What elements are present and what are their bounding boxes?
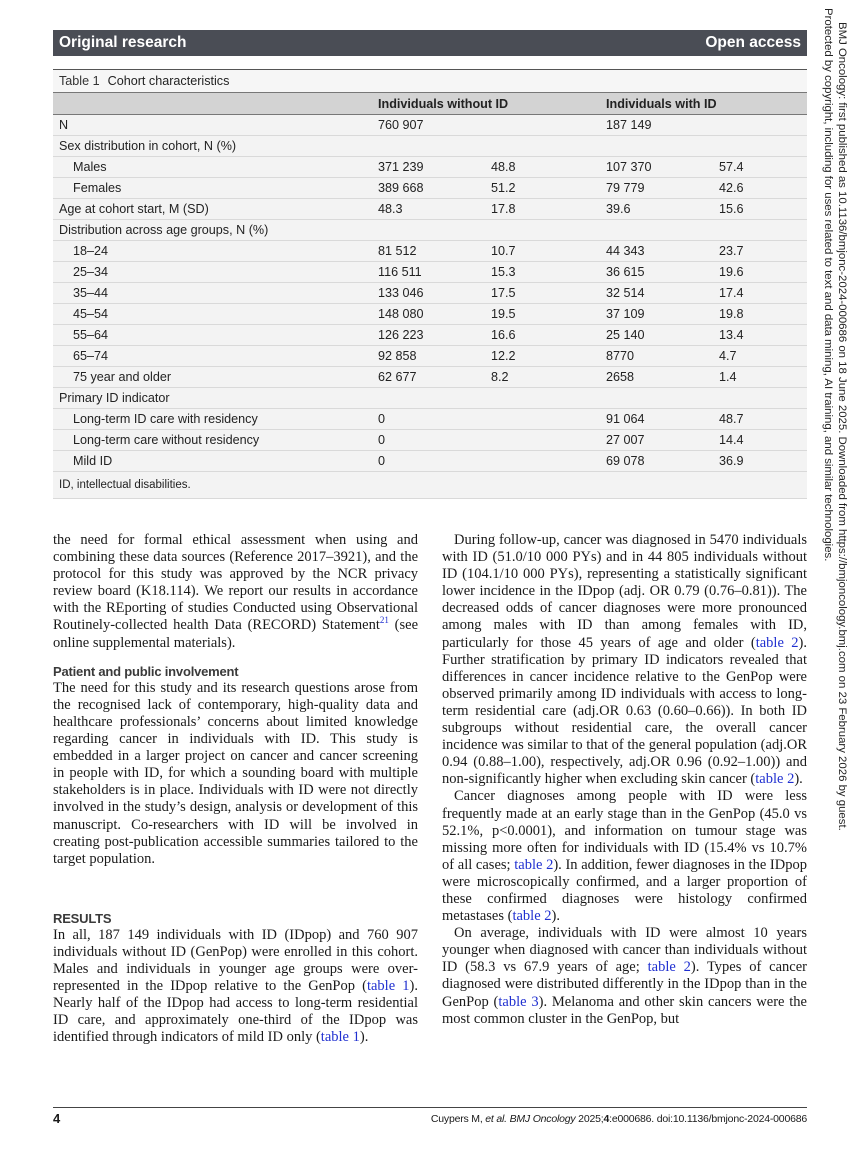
- cell-value: 12.2: [491, 346, 606, 367]
- results-heading: RESULTS: [53, 910, 112, 926]
- cell-value: 760 907: [378, 115, 491, 136]
- open-access-label: Open access: [705, 34, 801, 51]
- header-empty: [53, 93, 378, 115]
- table-title: Cohort characteristics: [107, 74, 230, 88]
- cell-value: 14.4: [719, 430, 807, 451]
- cell-value: 81 512: [378, 241, 491, 262]
- stage-paragraph: [442, 788, 807, 925]
- table-caption: [53, 70, 807, 92]
- cell-value: 27 007: [606, 430, 719, 451]
- left-column: [53, 532, 418, 1047]
- cell-value: 1.4: [719, 367, 807, 388]
- cell-value: 36 615: [606, 262, 719, 283]
- cell-value: 187 149: [606, 115, 719, 136]
- text: ). Further stratification by primary ID indicators revealed that differences in cancer incidence relative to the GenPop were observed primarily among ID individuals with access to long-term residential care (adj.OR 0.63 (0.60–0.66)). In both ID subgroups without residential care, the overall cancer incidence was similar to that of the general population (adj.OR 0.94 (0.88–1.00), respectively, adj.OR 0.96 (0.92–1.00)) and non-significantly higher when excluding skin cancer (: [442, 634, 807, 788]
- header-without-id: Individuals without ID: [378, 93, 606, 115]
- row-label: N: [53, 115, 378, 136]
- row-label: Males: [53, 157, 378, 178]
- text: ). Nearly half of the IDpop had access to long-term residential ID care, and approximately one-third of the IDpop was identified through indicators of mild ID only (: [53, 978, 418, 1046]
- text: Cancer diagnoses among people with ID were less frequently made at an early stage than in the GenPop (45.0 vs 52.1%, p<0.0001), and information on tumour stage was missing more often for individuals with ID (15.4% vs 10.7% of all cases;: [442, 788, 807, 873]
- results-paragraph: [53, 927, 418, 1047]
- row-label: 25–34: [53, 262, 378, 283]
- table-row: [53, 451, 807, 472]
- cell-value: 92 858: [378, 346, 491, 367]
- cell-value: 16.6: [491, 325, 606, 346]
- cell-value: [606, 220, 719, 241]
- row-label: 45–54: [53, 304, 378, 325]
- cell-value: 148 080: [378, 304, 491, 325]
- text: :e000686. doi:10.1136/bmjonc-2024-000686: [609, 1112, 807, 1125]
- row-label: Age at cohort start, M (SD): [53, 199, 378, 220]
- cell-value: 107 370: [606, 157, 719, 178]
- table-row: [53, 136, 807, 157]
- table-number: Table 1: [59, 74, 100, 88]
- cell-value: 8.2: [491, 367, 606, 388]
- cell-value: 48.3: [378, 199, 491, 220]
- table-row: [53, 220, 807, 241]
- side-line-2: Protected by copyright, including for uses related to text and data mining, AI training, and similar technologies.: [822, 8, 834, 562]
- ppi-heading: Patient and public involvement: [53, 663, 239, 679]
- table-row: [53, 367, 807, 388]
- cell-value: 69 078: [606, 451, 719, 472]
- cell-value: 17.8: [491, 199, 606, 220]
- cell-value: 39.6: [606, 199, 719, 220]
- cell-value: [606, 388, 719, 409]
- table-row: [53, 283, 807, 304]
- table-row: [53, 325, 807, 346]
- cell-value: [491, 451, 606, 472]
- table-row: [53, 178, 807, 199]
- row-label: Long-term ID care with residency: [53, 409, 378, 430]
- table-row: [53, 262, 807, 283]
- side-copyright-notice: [821, 8, 849, 831]
- table-row: [53, 241, 807, 262]
- cell-value: 42.6: [719, 178, 807, 199]
- cell-value: 91 064: [606, 409, 719, 430]
- row-label: Distribution across age groups, N (%): [53, 220, 378, 241]
- row-label: 65–74: [53, 346, 378, 367]
- cell-value: 4.7: [719, 346, 807, 367]
- cell-value: 8770: [606, 346, 719, 367]
- cell-value: 0: [378, 451, 491, 472]
- cell-value: 389 668: [378, 178, 491, 199]
- table-row: [53, 409, 807, 430]
- right-column: [442, 532, 807, 1028]
- row-label: Sex distribution in cohort, N (%): [53, 136, 378, 157]
- text: ).: [359, 1029, 369, 1046]
- cell-value: 23.7: [719, 241, 807, 262]
- cell-value: 126 223: [378, 325, 491, 346]
- table-row: [53, 199, 807, 220]
- text: et al. BMJ Oncology: [485, 1112, 576, 1125]
- page-number: 4: [53, 1111, 61, 1126]
- text: In all, 187 149 individuals with ID (IDpop) and 760 907 individuals without ID (GenPop) were enrolled in this cohort. Males and individuals in younger age groups were over-represented in the IDpop relative to the GenPop (: [53, 926, 418, 995]
- text: Cuypers M,: [430, 1112, 486, 1125]
- table-2-link[interactable]: table 2: [755, 634, 799, 651]
- cell-value: 44 343: [606, 241, 719, 262]
- cell-value: 32 514: [606, 283, 719, 304]
- cell-value: [491, 430, 606, 451]
- cell-value: 48.8: [491, 157, 606, 178]
- cell-value: [719, 388, 807, 409]
- row-label: 18–24: [53, 241, 378, 262]
- table-header-row: [53, 93, 807, 115]
- cell-value: 48.7: [719, 409, 807, 430]
- journal-banner: [53, 30, 807, 56]
- table-footnote: ID, intellectual disabilities.: [53, 472, 807, 499]
- cell-value: [606, 136, 719, 157]
- cell-value: 116 511: [378, 262, 491, 283]
- cell-value: [378, 388, 491, 409]
- table-row: [53, 346, 807, 367]
- cell-value: 13.4: [719, 325, 807, 346]
- cell-value: 51.2: [491, 178, 606, 199]
- table-3-link[interactable]: table 3: [498, 993, 539, 1010]
- cell-value: [491, 409, 606, 430]
- row-label: Females: [53, 178, 378, 199]
- cell-value: 10.7: [491, 241, 606, 262]
- table-row: [53, 388, 807, 409]
- cell-value: 2658: [606, 367, 719, 388]
- cell-value: 79 779: [606, 178, 719, 199]
- cell-value: 19.8: [719, 304, 807, 325]
- cell-value: 371 239: [378, 157, 491, 178]
- table-row: [53, 430, 807, 451]
- cell-value: 0: [378, 409, 491, 430]
- cell-value: 36.9: [719, 451, 807, 472]
- cell-value: [719, 115, 807, 136]
- cell-value: 25 140: [606, 325, 719, 346]
- cell-value: 133 046: [378, 283, 491, 304]
- section-label: Original research: [59, 34, 187, 51]
- cell-value: [491, 220, 606, 241]
- table-2-link[interactable]: table 2: [512, 908, 552, 925]
- cell-value: 15.6: [719, 199, 807, 220]
- table-1-link[interactable]: table 1: [320, 1029, 360, 1046]
- side-line-1: BMJ Oncology: first published as 10.1136/bmjonc-2024-000686 on 18 June 2025. Downloaded from https://bmjoncology.bmj.com on 23 February 2026 by guest.: [836, 22, 848, 831]
- row-label: 55–64: [53, 325, 378, 346]
- cell-value: [719, 136, 807, 157]
- text: ). In addition, fewer diagnoses in the IDpop were microscopically confirmed, and a larger proportion of these confirmed diagnoses were histology confirmed metastases (: [442, 856, 807, 925]
- cell-value: 19.5: [491, 304, 606, 325]
- cell-value: 0: [378, 430, 491, 451]
- row-label: Mild ID: [53, 451, 378, 472]
- cell-value: [491, 388, 606, 409]
- table-grid: [53, 92, 807, 472]
- text: During follow-up, cancer was diagnosed in 5470 individuals with ID (51.0/10 000 PYs) and in 44 805 individuals without ID (104.1/10 000 PYs), representing a statistically significant lower incidence in the IDpop (adj. OR 0.79 (0.76–0.81)). The decreased odds of cancer diagnoses were more pronounced among males with ID than among females with ID, particularly for those 45 years of age and older (: [442, 532, 807, 651]
- table-2-link[interactable]: table 2: [514, 856, 554, 873]
- row-label: Primary ID indicator: [53, 388, 378, 409]
- text: ). Types of cancer diagnosed were distributed differently in the IDpop than in the GenPop (: [442, 959, 807, 1010]
- cell-value: [491, 115, 606, 136]
- text: the need for formal ethical assessment when using and combining these data sources (Reference 2017–3921), and the protocol for this study was approved by the NCR privacy review board (K18.114). We report our results in accordance with the REporting of studies Conducted using Observational Routinely-collected health Data (RECORD) Statement: [53, 532, 418, 634]
- cell-value: 37 109: [606, 304, 719, 325]
- cell-value: [378, 136, 491, 157]
- text: ).: [551, 908, 560, 925]
- ppi-paragraph: The need for this study and its research questions arose from the recognised lack of contemporary, high-quality data and healthcare professionals’ concerns about limited knowledge regarding cancer in individuals with ID. This study is embedded in a larger project on cancer and cancer screening in people with ID, for which a sounding board with multiple stakeholders is in place. Individuals with ID were not directly involved in the study’s design, analysis or development of this manuscript. Co-researchers with ID will be involved in creating post-publication accessible summaries tailored to the target population.: [53, 679, 418, 867]
- reference-link[interactable]: 21: [379, 615, 389, 626]
- table-2-link[interactable]: table 2: [647, 959, 691, 976]
- text: (see online supplemental materials).: [53, 617, 419, 651]
- cell-value: 57.4: [719, 157, 807, 178]
- cell-value: 17.4: [719, 283, 807, 304]
- row-label: Long-term care without residency: [53, 430, 378, 451]
- page-footer: [53, 1107, 807, 1126]
- table-row: [53, 157, 807, 178]
- cohort-table: [53, 69, 807, 499]
- cell-value: [378, 220, 491, 241]
- citation: [431, 1113, 807, 1125]
- table-2-link[interactable]: table 2: [755, 771, 795, 788]
- table-row: [53, 115, 807, 136]
- text: 2025;: [575, 1112, 604, 1125]
- age-paragraph: [442, 925, 807, 1028]
- cell-value: [491, 136, 606, 157]
- header-with-id: Individuals with ID: [606, 93, 807, 115]
- cell-value: 17.5: [491, 283, 606, 304]
- text: On average, individuals with ID were almost 10 years younger when diagnosed with cancer than individuals without ID (58.3 vs 67.9 years of age;: [442, 925, 807, 976]
- row-label: 35–44: [53, 283, 378, 304]
- row-label: 75 year and older: [53, 367, 378, 388]
- text: ).: [794, 771, 803, 788]
- table-1-link[interactable]: table 1: [366, 978, 410, 995]
- table-row: [53, 304, 807, 325]
- cell-value: [719, 220, 807, 241]
- incidence-paragraph: [442, 532, 807, 788]
- ethics-paragraph: [53, 532, 418, 652]
- text: 4: [603, 1112, 610, 1125]
- cell-value: 62 677: [378, 367, 491, 388]
- cell-value: 19.6: [719, 262, 807, 283]
- text: ). Melanoma and other skin cancers were the most common cluster in the GenPop, but: [442, 993, 807, 1027]
- cell-value: 15.3: [491, 262, 606, 283]
